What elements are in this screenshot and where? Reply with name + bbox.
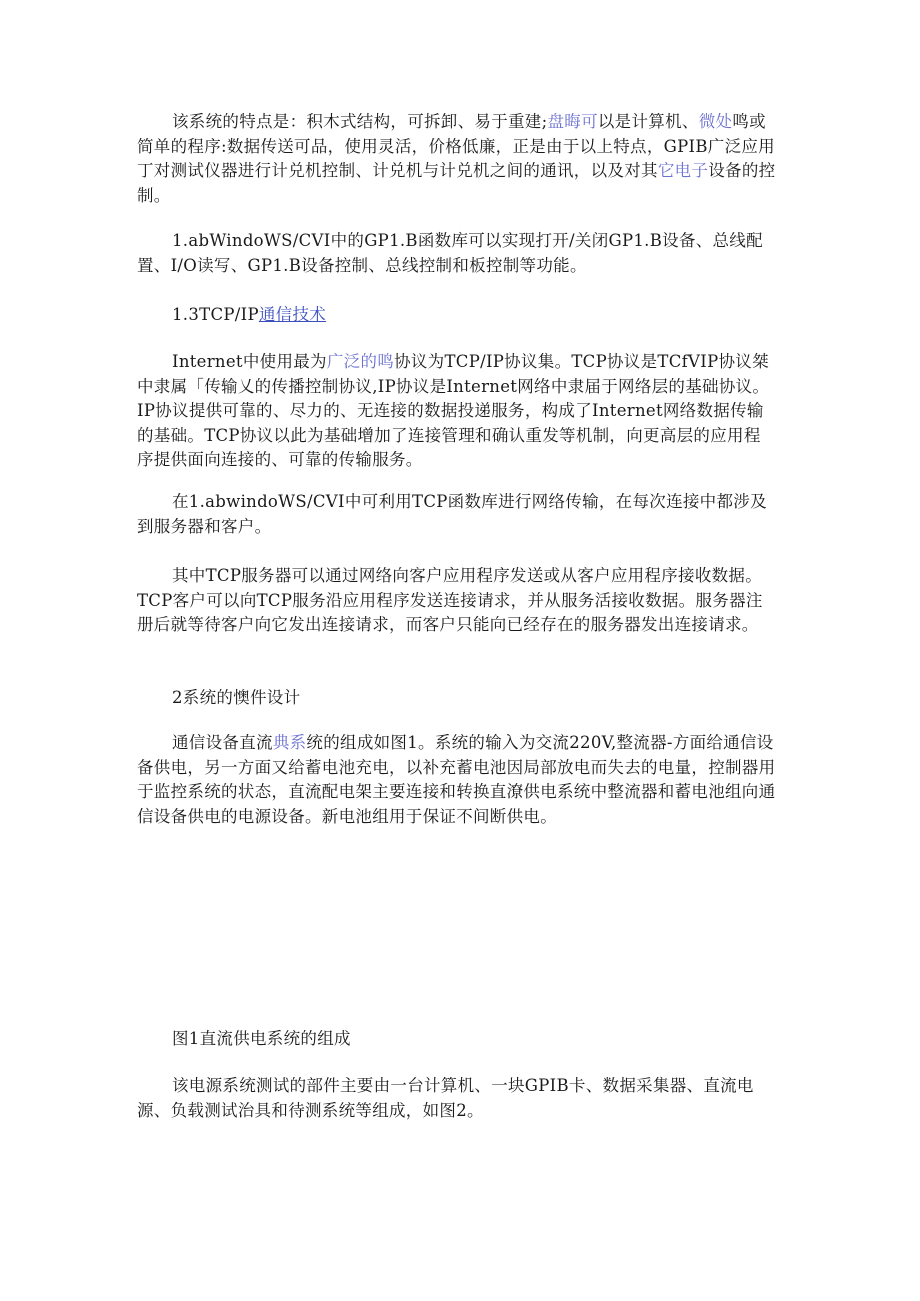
link-communication-tech[interactable]: 通信技术 xyxy=(258,305,327,324)
paragraph-tcp-library: 在1.abwindoWS/CVI中可利用TCP函数库进行网络传输，在每次连接中都涉及到服务器和客户。 xyxy=(137,492,767,536)
highlighted-term[interactable]: 广泛的鸣 xyxy=(326,352,395,371)
text-run: 协议为TCP/IP协议集。TCP协议是TCfVIP协议桀中隶属「传输乂的传播控制协议,IP协议是Internet网络中隶届于网络层的基础协议。IP协议提供可靠的、尽力的、无连接的数据投递服务，构成了Internet网络数据传输的基础。TCP协议以此为基础增加了连接管理和确认重发等机制，向更高层的应用程序提供面向连接的、可靠的传输服务。 xyxy=(137,352,770,469)
text-run: 通信设备直流 xyxy=(172,733,273,752)
paragraph-test-components: 该电源系统测试的部件主要由一台计算机、一块GPIB卡、数据采集器、直流电源、负载测试治具和待测系统等组成，如图2。 xyxy=(137,1076,754,1120)
figure-caption: 图1直流供电系统的组成 xyxy=(172,1029,351,1048)
text-run: 鸣或简单的程序:数据传送可品，使用灵活，价格低廉，正是由于以上特点，GPIB广泛应用丁对测试仪器进行计兑机控制、计兑机与计兑机之间的通讯，以及对其 xyxy=(137,112,775,180)
text-run: 该系统的特点是：积木式结构，可拆卸、易于重建; xyxy=(172,112,548,131)
paragraph-gpib-library: 1.abWindoWS/CVI中的GP1.B函数库可以实现打开/关闭GP1.B设备、总线配置、I/O读写、GP1.B设备控制、总线控制和板控制等功能。 xyxy=(137,231,763,275)
paragraph-dc-power-system xyxy=(137,731,777,829)
highlighted-term[interactable]: 典系 xyxy=(272,733,307,752)
highlighted-term[interactable]: 盘晦可 xyxy=(547,112,598,131)
highlighted-term[interactable]: 微处 xyxy=(698,112,733,131)
highlighted-term[interactable]: 它电子 xyxy=(657,161,709,180)
text-run: Internet中使用最为 xyxy=(172,352,327,371)
paragraph-tcp-server-client: 其中TCP服务器可以通过网络向客户应用程序发送或从客户应用程序接收数据。TCP客户可以向TCP服务沿应用程序发送连接请求，并从服务活接收数据。服务器注册后就等待客户向它发出连接请求，而客户只能向已经存在的服务器发出连接请求。 xyxy=(137,566,763,634)
section-heading-tcpip xyxy=(137,303,777,328)
section-heading-hardware-design: 2系统的懊件设计 xyxy=(172,688,301,707)
text-run: 以是计算机、 xyxy=(597,112,699,131)
heading-number: 1.3TCP/IP xyxy=(172,305,259,324)
paragraph-tcpip-intro xyxy=(137,350,777,473)
text-run: 统的组成如图1。系统的输入为交流220V,整流器-方面给通信设备供电，另一方面又给蓄电池充电，以补充蓄电池因局部放电而失去的电量，控制器用于监控系统的状态，直流配电架主要连接和转换直潦供电系统中整流器和蓄电池组向通信设备供电的电源设备。新电池组用于保证不间断供电。 xyxy=(137,733,776,826)
paragraph-gpib-features xyxy=(137,110,777,208)
text-run: 设备的控制。 xyxy=(137,161,776,205)
